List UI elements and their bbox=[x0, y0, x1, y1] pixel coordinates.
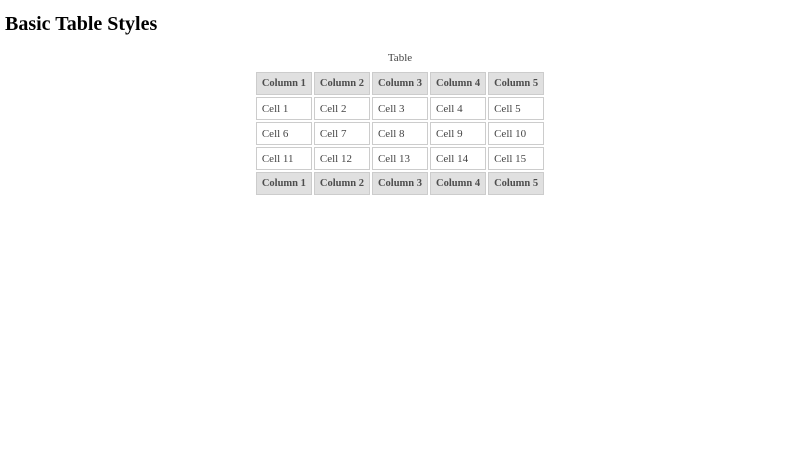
table-cell: Cell 10 bbox=[488, 122, 544, 145]
footer-column-5: Column 5 bbox=[488, 172, 544, 195]
table-cell: Cell 14 bbox=[430, 147, 486, 170]
table-cell: Cell 1 bbox=[256, 97, 312, 120]
table-cell: Cell 11 bbox=[256, 147, 312, 170]
footer-column-4: Column 4 bbox=[430, 172, 486, 195]
table-cell: Cell 5 bbox=[488, 97, 544, 120]
table-cell: Cell 3 bbox=[372, 97, 428, 120]
table-cell: Cell 4 bbox=[430, 97, 486, 120]
table-cell: Cell 6 bbox=[256, 122, 312, 145]
basic-table bbox=[254, 52, 546, 197]
column-header-2: Column 2 bbox=[314, 72, 370, 95]
table-row-2 bbox=[256, 122, 544, 145]
footer-column-1: Column 1 bbox=[256, 172, 312, 195]
column-header-1: Column 1 bbox=[256, 72, 312, 95]
table-cell: Cell 15 bbox=[488, 147, 544, 170]
column-header-4: Column 4 bbox=[430, 72, 486, 95]
table-cell: Cell 12 bbox=[314, 147, 370, 170]
table-cell: Cell 8 bbox=[372, 122, 428, 145]
column-header-5: Column 5 bbox=[488, 72, 544, 95]
table-caption: Table bbox=[387, 52, 413, 64]
table-row-3 bbox=[256, 147, 544, 170]
table-row-1 bbox=[256, 97, 544, 120]
table-cell: Cell 2 bbox=[314, 97, 370, 120]
table-footer-row bbox=[256, 172, 544, 195]
column-header-3: Column 3 bbox=[372, 72, 428, 95]
footer-column-2: Column 2 bbox=[314, 172, 370, 195]
page-title: Basic Table Styles bbox=[5, 13, 158, 35]
footer-column-3: Column 3 bbox=[372, 172, 428, 195]
table-cell: Cell 7 bbox=[314, 122, 370, 145]
table-cell: Cell 13 bbox=[372, 147, 428, 170]
table-header-row bbox=[256, 72, 544, 95]
table-cell: Cell 9 bbox=[430, 122, 486, 145]
